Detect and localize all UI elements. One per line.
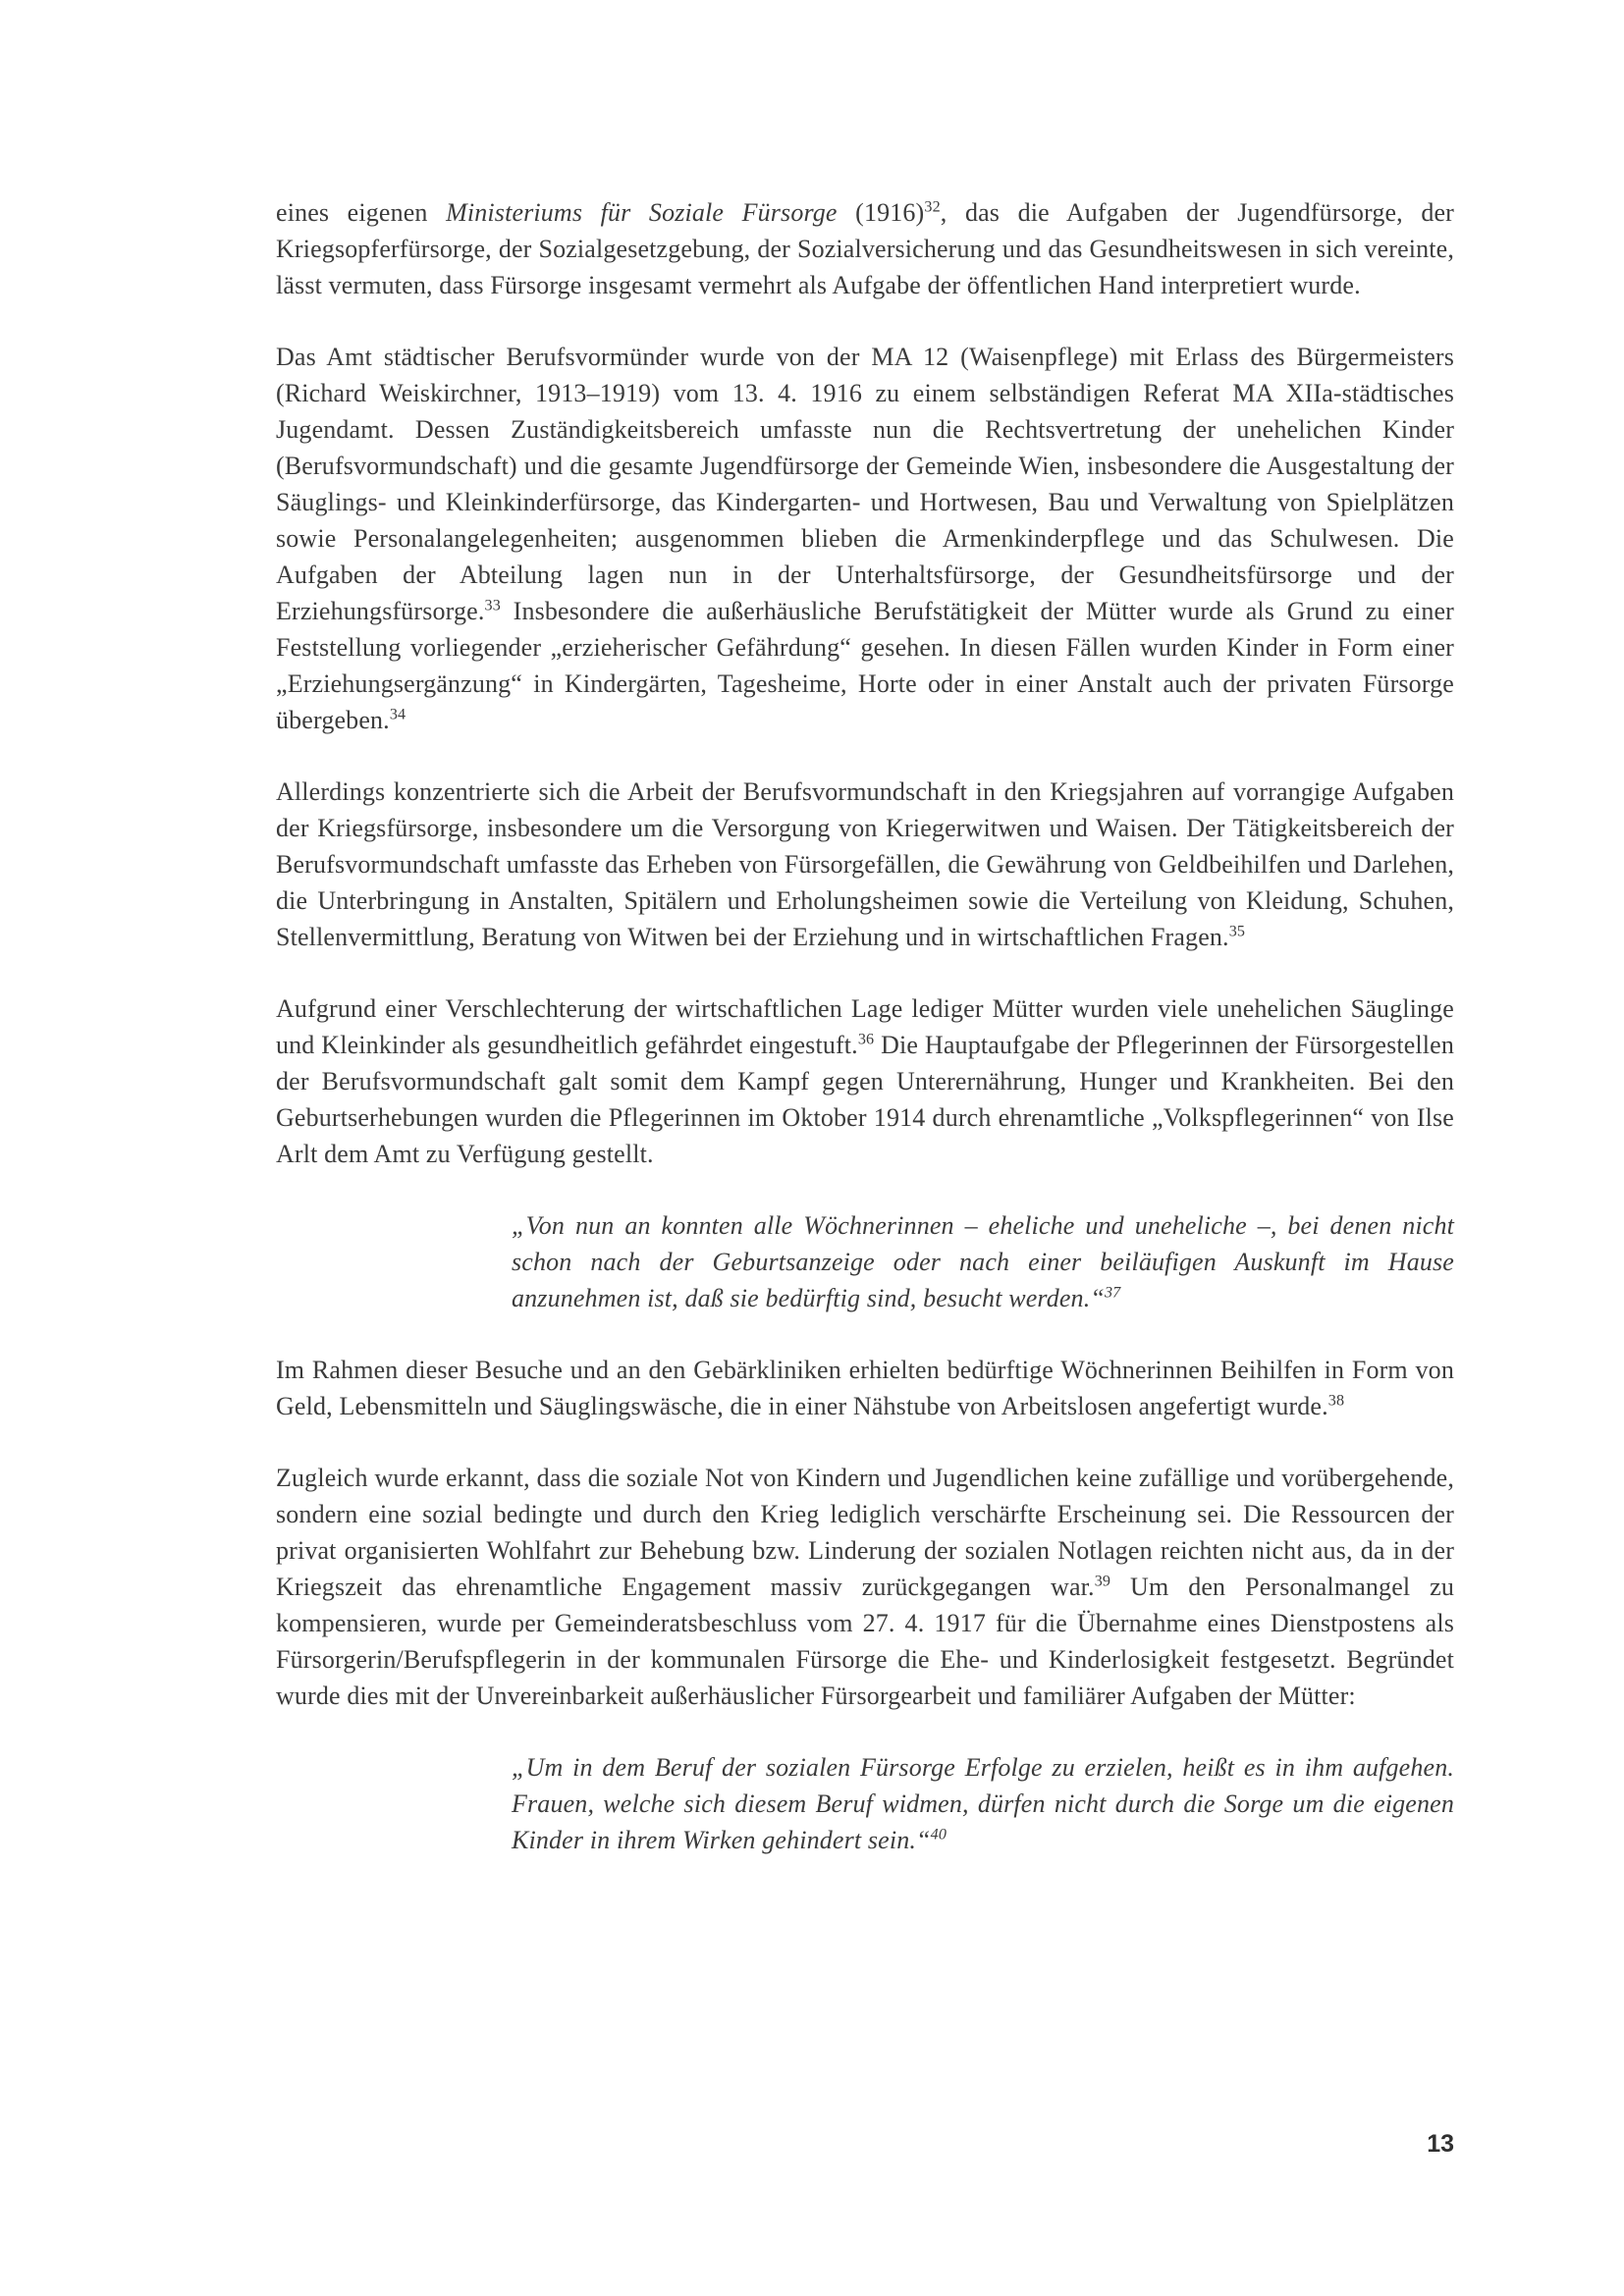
footnote-ref: 36 <box>857 1031 875 1048</box>
footnote-ref: 37 <box>1104 1284 1121 1302</box>
text-run: Ministeriums für Soziale Fürsorge <box>446 198 838 227</box>
text-column <box>276 194 1454 1894</box>
text-run: (1916) <box>837 198 925 227</box>
text-run: Aufgrund einer Verschlechterung der wirtschaftlichen Lage lediger Mütter wurden viele unehelichen Säuglinge und Kleinkinder als gesundheitlich gefährdet eingestuft. <box>276 994 1454 1059</box>
page-number: 13 <box>1427 2130 1454 2158</box>
text-run: Zugleich wurde erkannt, dass die soziale Not von Kindern und Jugendlichen keine zufällige und vorübergehende, sondern eine sozial bedingte und durch den Krieg lediglich verschärfte Erscheinung sei. Die Ressourcen der privat organisierten Wohlfahrt zur Behebung bzw. Linderung der sozialen Notlagen reichten nicht aus, da in der Kriegszeit das ehrenamtliche Engagement massiv zurückgegangen war. <box>276 1464 1454 1601</box>
text-run: „Um in dem Beruf der sozialen Fürsorge Erfolge zu erzielen, heißt es in ihm aufgehen. Frauen, welche sich diesem Beruf widmen, dürfen nicht durch die Sorge um die eigenen Kinder in ihrem Wirken gehindert sein.“ <box>512 1753 1454 1854</box>
footnote-ref: 40 <box>930 1826 947 1843</box>
footnote-ref: 35 <box>1228 923 1246 940</box>
paragraph-jugendamt-referat <box>276 339 1454 738</box>
text-run: Allerdings konzentrierte sich die Arbeit der Berufsvormundschaft in den Kriegsjahren auf vorrangige Aufgaben der Kriegsfürsorge, insbesondere um die Versorgung von Kriegerwitwen und Waisen. Der Tätigkeitsbereich der Berufsvormundschaft umfasste das Erheben von Fürsorgefällen, die Gewährung von Geldbeihilfen und Darlehen, die Unterbringung in Anstalten, Spitälern und Erholungsheimen sowie die Verteilung von Kleidung, Schuhen, Stellenvermittlung, Beratung von Witwen bei der Erziehung und in wirtschaftlichen Fragen. <box>276 777 1454 951</box>
blockquote-woechnerinnen <box>512 1207 1454 1316</box>
footnote-ref: 33 <box>484 597 501 614</box>
footnote-ref: 38 <box>1327 1392 1345 1410</box>
paragraph-ministerium-fuersorge <box>276 194 1454 303</box>
paragraph-beihilfen <box>276 1352 1454 1424</box>
paragraph-pflegerinnen <box>276 990 1454 1172</box>
paragraph-personalmangel <box>276 1460 1454 1714</box>
text-run: , das die Aufgaben der Jugendfürsorge, der Kriegsopferfürsorge, der Sozialgesetzgebung, der Sozialversicherung und das Gesundheitswesen in sich vereinte, lässt vermuten, dass Fürsorge insgesamt vermehrt als Aufgabe der öffentlichen Hand interpretiert wurde. <box>276 198 1454 299</box>
footnote-ref: 32 <box>924 198 941 216</box>
text-run: Das Amt städtischer Berufsvormünder wurde von der MA 12 (Waisenpflege) mit Erlass des Bürgermeisters (Richard Weiskirchner, 1913–1919) vom 13. 4. 1916 zu einem selbständigen Referat MA XIIa-städtisches Jugendamt. Dessen Zuständigkeitsbereich umfasste nun die Rechtsvertretung der unehelichen Kinder (Berufsvormundschaft) und die gesamte Jugendfürsorge der Gemeinde Wien, insbesondere die Ausgestaltung der Säuglings- und Kleinkinderfürsorge, das Kindergarten- und Hortwesen, Bau und Verwaltung von Spielplätzen sowie Personalangelegenheiten; ausgenommen blieben die Armenkinderpflege und das Schulwesen. Die Aufgaben der Abteilung lagen nun in der Unterhaltsfürsorge, der Gesundheitsfürsorge und der Erziehungsfürsorge. <box>276 343 1454 625</box>
text-run: Insbesondere die außerhäusliche Berufstätigkeit der Mütter wurde als Grund zu einer Feststellung vorliegender „erzieherischer Gefährdung“ gesehen. In diesen Fällen wurden Kinder in Form einer „Erziehungsergänzung“ in Kindergärten, Tagesheime, Horte oder in einer Anstalt auch der privaten Fürsorge übergeben. <box>276 597 1454 734</box>
footnote-ref: 39 <box>1094 1573 1111 1590</box>
blockquote-beruf-fuersorge <box>512 1749 1454 1858</box>
text-run: Um den Personalmangel zu kompensieren, wurde per Gemeinderatsbeschluss vom 27. 4. 1917 für die Übernahme eines Dienstpostens als Fürsorgerin/Berufspflegerin in der kommunalen Fürsorge die Ehe- und Kinderlosigkeit festgesetzt. Begründet wurde dies mit der Unvereinbarkeit außerhäuslicher Fürsorgearbeit und familiärer Aufgaben der Mütter: <box>276 1573 1454 1710</box>
text-run: eines eigenen <box>276 198 447 227</box>
paragraph-kriegsfuersorge <box>276 774 1454 955</box>
text-run: „Von nun an konnten alle Wöchnerinnen – eheliche und uneheliche –, bei denen nicht schon nach der Geburtsanzeige oder nach einer beiläufigen Auskunft im Hause anzunehmen ist, daß sie bedürftig sind, besucht werden.“ <box>512 1211 1454 1312</box>
footnote-ref: 34 <box>389 706 406 723</box>
text-run: Im Rahmen dieser Besuche und an den Gebärkliniken erhielten bedürftige Wöchnerinnen Beihilfen in Form von Geld, Lebensmitteln und Säuglingswäsche, die in einer Nähstube von Arbeitslosen angefertigt wurde. <box>276 1356 1454 1420</box>
text-run: Die Hauptaufgabe der Pflegerinnen der Fürsorgestellen der Berufsvormundschaft galt somit dem Kampf gegen Unterernährung, Hunger und Krankheiten. Bei den Geburtserhebungen wurden die Pflegerinnen im Oktober 1914 durch ehrenamtliche „Volkspflegerinnen“ von Ilse Arlt dem Amt zu Verfügung gestellt. <box>276 1031 1454 1168</box>
